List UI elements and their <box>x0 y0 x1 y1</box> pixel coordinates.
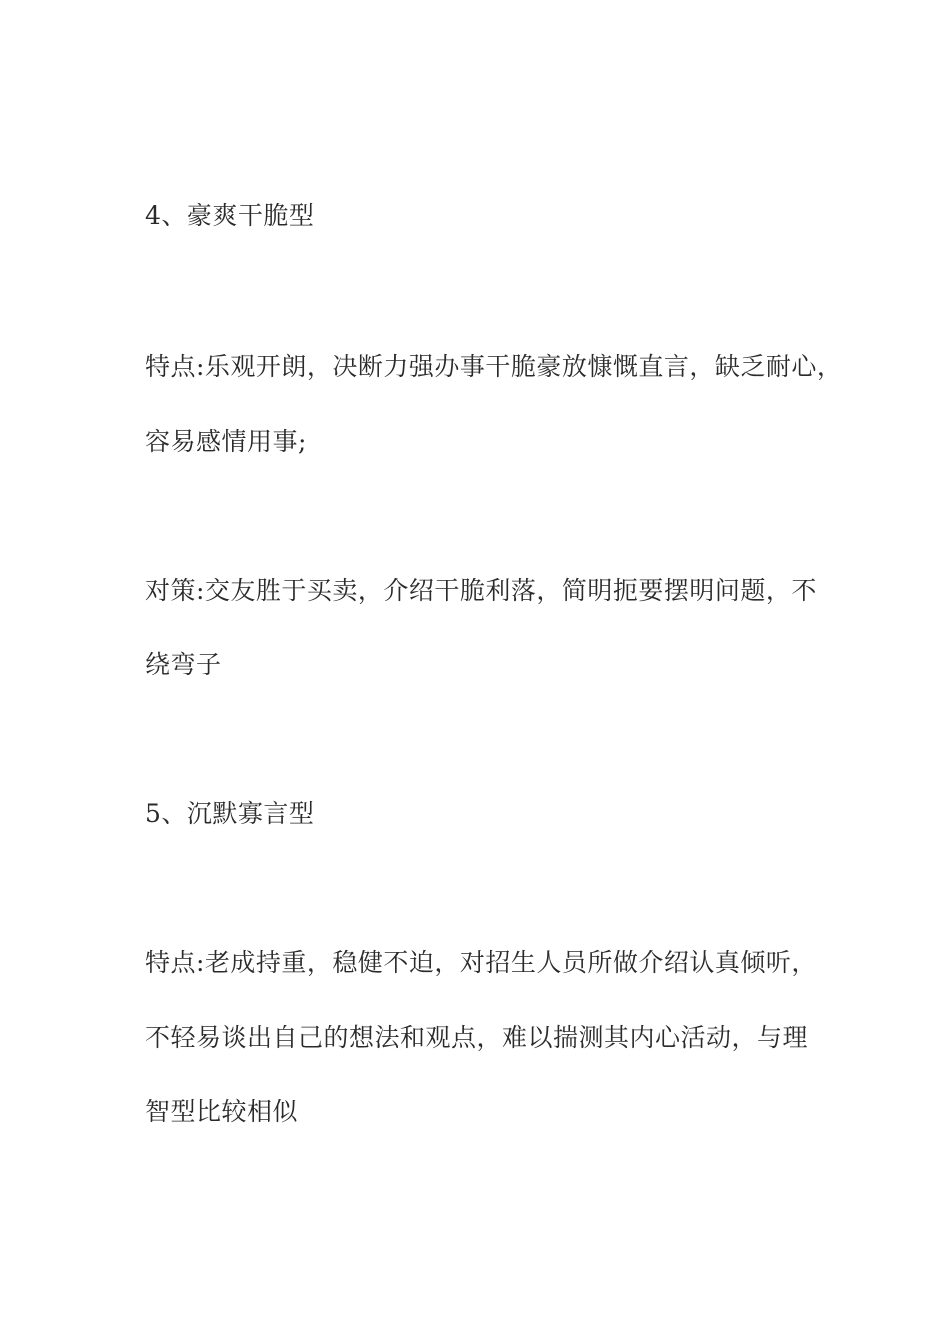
section-4-strategy-line-1: 对策:交友胜于买卖，介绍干脆利落，简明扼要摆明问题，不 <box>145 576 817 605</box>
section-4-traits-line-2: 容易感情用事; <box>145 427 307 456</box>
section-4-heading: 4、豪爽干脆型 <box>145 201 315 230</box>
section-4-strategy-line-2: 绕弯子 <box>145 650 222 679</box>
section-4-traits-line-1: 特点:乐观开朗，决断力强办事干脆豪放慷慨直言，缺乏耐心， <box>145 352 843 381</box>
section-5-traits-line-1: 特点:老成持重，稳健不迫，对招生人员所做介绍认真倾听， <box>145 948 817 977</box>
section-5-traits-line-2: 不轻易谈出自己的想法和观点，难以揣测其内心活动，与理 <box>145 1023 809 1052</box>
section-5-heading: 5、沉默寡言型 <box>145 799 315 828</box>
section-5-traits-line-3: 智型比较相似 <box>145 1097 299 1126</box>
